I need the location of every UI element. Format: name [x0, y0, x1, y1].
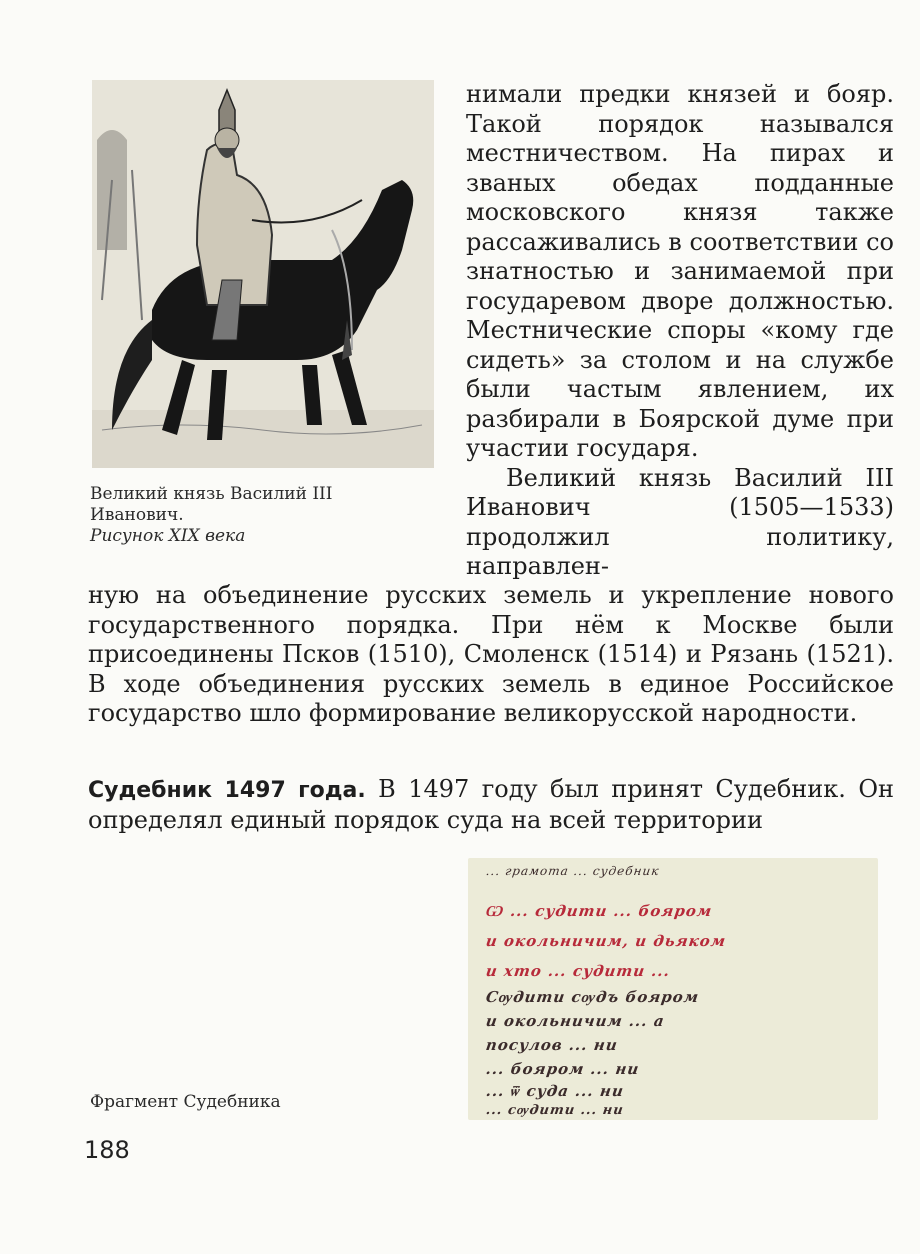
page-number: 188 [84, 1136, 130, 1164]
caption-source: Рисунок XIX века [90, 526, 246, 546]
caption-subtitle: Иванович. [90, 505, 184, 525]
manuscript-caption: Фрагмент Судебника [90, 1092, 281, 1112]
manuscript-line: Ѡ ... судити ... бояром [484, 902, 714, 920]
sudebnik-section [88, 775, 894, 835]
manuscript-line: и окольничим, и дьяком [484, 932, 728, 950]
manuscript-line: ... грамота ... судебник [485, 864, 661, 878]
horseman-caption [90, 484, 410, 547]
paragraph-mestnichestvo: нимали предки князей и бояр. Такой порядок назывался местничеством. На пирах и званых обедах подданные московского князя также рассаживались в соответствии со знатностью и занимаемой при государевом дворе должностью. Местнические споры «кому где сидеть» за столом и на службе были частым явлением, их разбирали в Боярской думе при участии государя. [466, 80, 894, 462]
sudebnik-manuscript-image [468, 858, 878, 1120]
full-width-text [88, 581, 894, 729]
manuscript-line: посулов ... ни [484, 1036, 620, 1054]
manuscript-line: и хто ... судити ... [484, 962, 672, 980]
sudebnik-paragraph [88, 775, 894, 835]
manuscript-line: ... ѿ суда ... ни [484, 1082, 626, 1100]
manuscript-line: ... сѹдити ... ни [484, 1103, 625, 1118]
paragraph-vasily-continuation: ную на объединение русских земель и укрепление нового государственного порядка. При нём к Москве были присоединены Псков (1510), Смоленск (1514) и Рязань (1521). В ходе объединения русских земель в единое Российское государство шло формирование великорусской народности. [88, 581, 894, 727]
paragraph-vasily-start: Великий князь Василий III Иванович (1505—1533) продолжил политику, направлен- [466, 463, 894, 580]
right-column-text [466, 80, 894, 582]
manuscript-line: и окольничим ... а [484, 1012, 666, 1030]
caption-title: Великий князь Василий III [90, 484, 333, 504]
horseman-drawing [92, 80, 434, 468]
manuscript-line: Сѹдити сѹдъ бояром [484, 988, 701, 1006]
section-heading: Судебник 1497 года. [88, 778, 366, 803]
manuscript-line: ... бояром ... ни [484, 1060, 641, 1078]
horseman-illustration [92, 80, 434, 468]
section-text: В 1497 году был принят Судебник. Он определял единый порядок суда на всей территории [88, 775, 894, 834]
